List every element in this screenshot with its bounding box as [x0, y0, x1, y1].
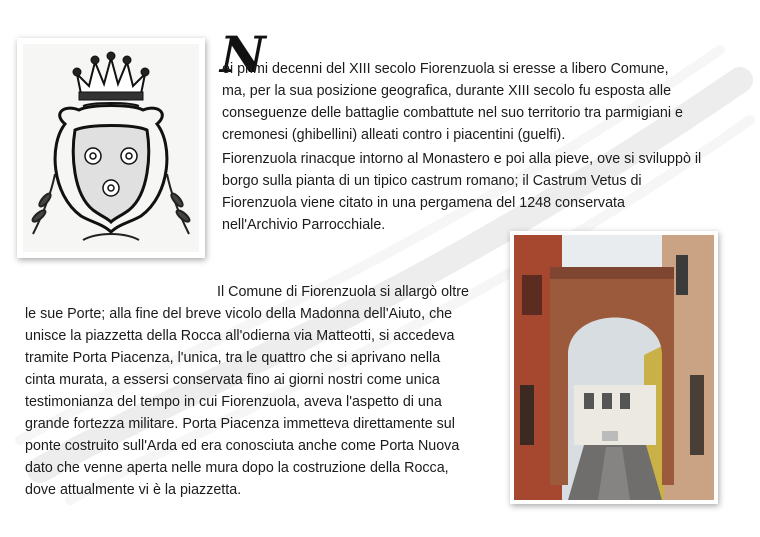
text-line: dove attualmente vi è la piazzetta. [25, 482, 242, 498]
text-line: Fiorenzuola viene citato in una pergamena del 1248 conservata [222, 195, 625, 211]
text-line: Il Comune di Fiorenzuola si allargò oltre [217, 284, 469, 300]
coat-of-arms-icon [23, 44, 199, 252]
text-line: ei primi decenni del XIII secolo Fiorenzuola si eresse a libero Comune, [222, 61, 669, 77]
arch-photo-icon [514, 235, 714, 500]
text-line: ponte costruito sull'Arda ed era conosciuta anche come Porta Nuova [25, 438, 460, 454]
paragraph-castrum-vetus [222, 148, 701, 236]
paragraph-medieval-commune [222, 58, 683, 146]
text-line: tramite Porta Piacenza, l'unica, tra le quattro che si aprivano nella [25, 350, 441, 366]
text-line: testimonianza del tempo in cui Fiorenzuola, aveva l'aspetto di una [25, 394, 442, 410]
coat-of-arms-image [17, 38, 205, 258]
text-line: ma, per la sua posizione geografica, durante XIII secolo fu esposta alle [222, 83, 672, 99]
text-line: grande fortezza militare. Porta Piacenza immetteva direttamente sul [25, 416, 455, 432]
paragraph-porta-piacenza [25, 281, 469, 501]
text-line: nell'Archivio Parrocchiale. [222, 217, 386, 233]
drop-cap: N [220, 25, 266, 84]
text-line: dato che venne aperta nelle mura dopo la costruzione della Rocca, [25, 460, 449, 476]
text-line: cremonesi (ghibellini) alleati contro i piacentini (guelfi). [222, 127, 566, 143]
text-line: conseguenze delle battaglie combattute nel suo territorio tra parmigiani e [222, 105, 683, 121]
text-line: unisce la piazzetta della Rocca all'odierna via Matteotti, si accedeva [25, 328, 455, 344]
text-line: le sue Porte; alla fine del breve vicolo della Madonna dell'Aiuto, che [25, 306, 453, 322]
text-line: cinta murata, a essersi conservata fino ai giorni nostri come unica [25, 372, 440, 388]
text-line: Fiorenzuola rinacque intorno al Monastero e poi alla pieve, ove si sviluppò il [222, 151, 702, 167]
porta-piacenza-photo [510, 231, 718, 504]
text-line: borgo sulla pianta di un tipico castrum romano; il Castrum Vetus di [222, 173, 642, 189]
